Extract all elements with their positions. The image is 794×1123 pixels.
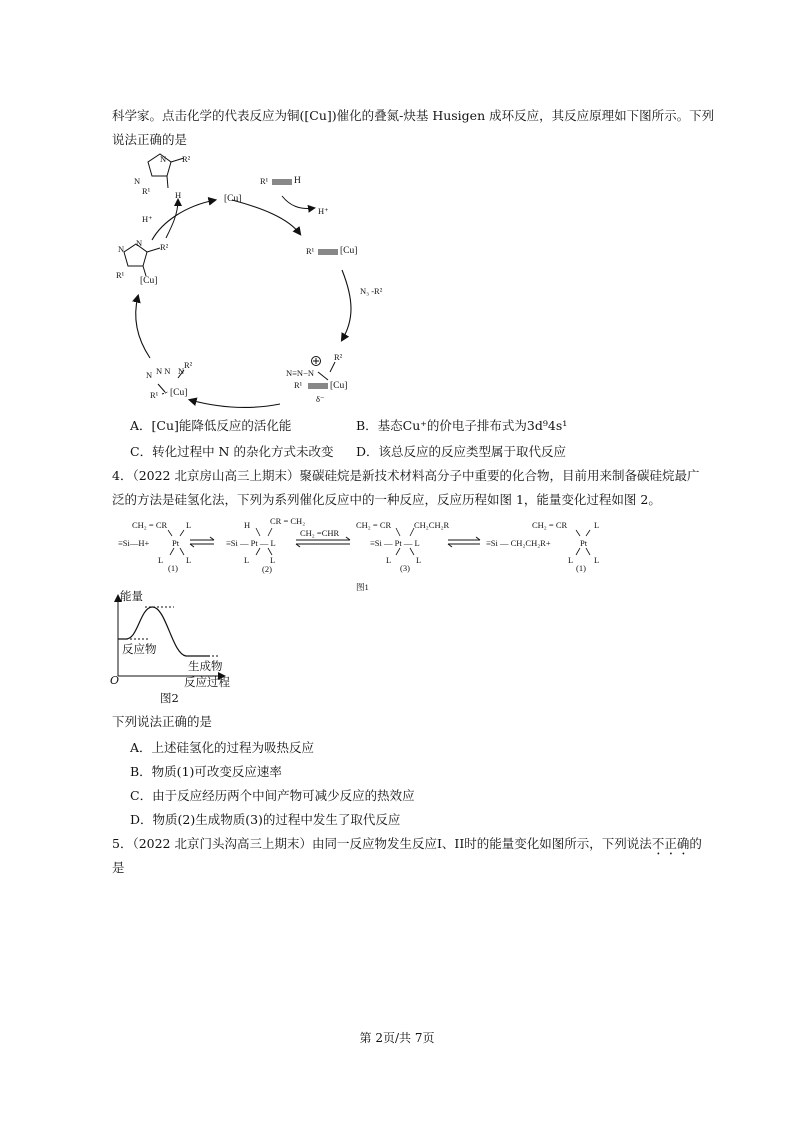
s4-l3: L [594, 555, 600, 565]
metallacycle-r1-label: R¹ [150, 390, 159, 400]
s3-num: (3) [400, 563, 410, 573]
complex-delta-label: δ⁻ [316, 394, 325, 404]
q4-option-b: B．物质(1)可改变反应速率 [130, 764, 282, 779]
arrow-product-release [166, 200, 178, 238]
alkyne-r1-label: R¹ [260, 176, 269, 186]
triazole2-r2-label: R² [160, 242, 169, 252]
triazole-cu-structure [124, 244, 160, 276]
s1-l1: L [186, 520, 192, 530]
fig2-caption: 图2 [160, 691, 179, 705]
triazole2-n2-label: N [136, 238, 143, 248]
page-footer: 第 2页/共 7页 [359, 1031, 435, 1045]
q4-option-a: A．上述硅氢化的过程为吸热反应 [130, 740, 315, 755]
s4-top: CH₂ = CR [532, 520, 568, 530]
metallacycle-n3-label: N [178, 366, 185, 376]
triazole-r1-label: R¹ [142, 186, 151, 196]
s1-l2: L [158, 555, 164, 565]
q3-option-d: D．该总反应的反应类型属于取代反应 [356, 444, 567, 459]
q5-line-1 [112, 836, 702, 858]
s4-pt: Pt [580, 538, 588, 548]
s1-num: (1) [168, 563, 178, 573]
q4-option-c: C．由于反应经历两个中间产物可减少反应的热效应 [130, 788, 415, 803]
s1-pt: Pt [172, 538, 180, 548]
arrow-triazole-to-cu [152, 200, 215, 240]
q3-option-c: C．转化过程中 N 的杂化方式未改变 [130, 444, 334, 459]
q4-prompt: 下列说法正确的是 [112, 714, 213, 729]
s3-top: CH₂ = CR [356, 520, 392, 530]
fig1-caption: 图1 [356, 582, 369, 592]
s2-l1: L [244, 555, 250, 565]
s4-num: (1) [576, 563, 586, 573]
complex-cu-label: [Cu] [330, 381, 348, 391]
s2-l2: L [270, 555, 276, 565]
q4-option-d: D．物质(2)生成物质(3)的过程中发生了取代反应 [130, 812, 401, 827]
s3-l1: L [386, 555, 392, 565]
q4-line-2: 泛的方法是硅氢化法，下列为系列催化反应中的一种反应，反应历程如图 1，能量变化过程如图 2。 [112, 492, 661, 507]
intro-line-2: 说法正确的是 [112, 132, 188, 147]
acetylide-cu-label: [Cu] [340, 246, 358, 256]
intro-line-1: 科学家。点击化学的代表反应为铜([Cu])催化的叠氮-炔基 Husigen 成环反应，其反应原理如下图所示。下列 [112, 108, 715, 123]
h-plus-left-label: H⁺ [142, 214, 153, 224]
s3-top2: CH₂CH₂R [414, 520, 450, 530]
triazole2-r1-label: R¹ [116, 270, 125, 280]
s2-top: CR = CH₂ [270, 516, 306, 526]
s3-l2: L [416, 555, 422, 565]
q3-option-a: A．[Cu]能降低反应的活化能 [130, 418, 292, 433]
triazole-r2-label: R² [182, 154, 191, 164]
energy-y-label: 能量 [120, 589, 143, 603]
triazole2-cu-label: [Cu] [140, 276, 158, 286]
q5-emphasis: 不正确 [651, 836, 690, 851]
reactant-label: 反应物 [122, 642, 157, 656]
alkyne-structure [272, 180, 292, 184]
s2-h: H [244, 520, 251, 530]
complex-r2-label: R² [334, 352, 343, 362]
product-label: 生成物 [188, 659, 223, 673]
metallacycle-nn-label: N N [156, 366, 171, 376]
q5-line-1-c: 的 [689, 836, 702, 851]
arrow-cu-to-acetylide [232, 200, 300, 234]
arrow-metallacycle-to-triazole [136, 296, 150, 358]
s1-l3: L [186, 555, 192, 565]
arrow-complex-to-metallacycle [190, 400, 280, 407]
arrow2-label: CH₂ =CHR [300, 528, 340, 538]
triazole2-n-label: N [118, 244, 125, 254]
s4-l2: L [568, 555, 574, 565]
metallacycle-cu-label: [Cu] [170, 388, 188, 398]
azide-label: N₃ -R² [360, 286, 383, 296]
q5-line-1-a: 5．（2022 北京门头沟高三上期末）由同一反应物发生反应I、II时的能量变化如图所示，下列说法 [112, 836, 652, 851]
s4-l1: L [594, 520, 600, 530]
arrow-acetylide-to-complex [342, 270, 351, 340]
q4-line-1: 4．（2022 北京房山高三上期末）聚碳硅烷是新技术材料高分子中重要的化合物，目前用来制备碳硅烷最广 [112, 468, 700, 483]
triazole-n2-label: N [134, 176, 141, 186]
s3-mid: ≡Si — Pt — L [370, 538, 420, 548]
s2-left: ≡Si — Pt — L [226, 538, 276, 548]
s4-left: ≡Si — CH₂CH₂R+ [486, 538, 551, 548]
reaction-progress-label: 反应过程 [184, 675, 230, 689]
complex-n-label: N≡N−N [286, 368, 315, 378]
cu-acetylide-structure [318, 250, 338, 254]
triazole-h-label: H [175, 190, 182, 200]
cu-catalyst-label: [Cu] [224, 194, 242, 204]
s1-top: CH₂ = CR [132, 520, 168, 530]
h-plus-right-label: H⁺ [318, 206, 329, 216]
origin-label: O [110, 674, 120, 687]
triazole-n-label: N [160, 154, 167, 164]
q3-option-b: B．基态Cu⁺的价电子排布式为3d⁹4s¹ [356, 418, 568, 433]
metallacycle-r2-label: R² [184, 360, 193, 370]
acetylide-r1-label: R¹ [306, 246, 315, 256]
arrow-h-plus-release [282, 196, 314, 209]
q5-line-2: 是 [112, 860, 125, 875]
complex-r1-label: R¹ [294, 380, 303, 390]
metallacycle-n-label: N [146, 370, 153, 380]
alkyne-h-label: H [294, 176, 301, 186]
s2-num: (2) [262, 564, 272, 574]
s1-left: ≡Si—H+ [118, 538, 150, 548]
